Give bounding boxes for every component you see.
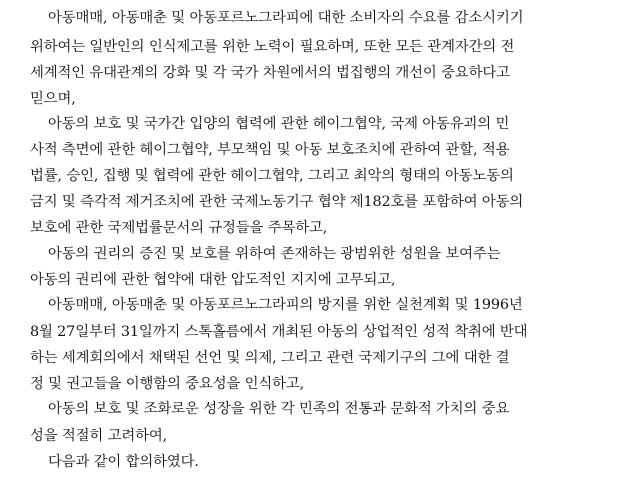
text-line: 정 및 권고들을 이행함의 중요성을 인식하고,	[30, 376, 305, 392]
text-line: 세계적인 유대관계의 강화 및 각 국가 차원에서의 법집행의 개선이 중요하다고	[30, 65, 510, 81]
text-line: 성을 적절히 고려하여,	[30, 428, 168, 444]
text-line: 아동매매, 아동매춘 및 아동포르노그라피에 대한 소비자의 수요를 감소시키기	[48, 10, 524, 26]
text-line: 아동의 권리의 증진 및 보호를 위하여 존재하는 광범위한 성원을 보여주는	[48, 246, 501, 262]
text-line: 위하여는 일반인의 인식제고를 위한 노력이 필요하며, 또한 모든 관계자간의 전	[30, 39, 515, 55]
text-line: 하는 세계회의에서 채택된 선언 및 의제, 그리고 관련 국제기구의 그에 대한 결	[30, 350, 510, 366]
text-line: 아동의 보호 및 국가간 입양의 협력에 관한 헤이그협약, 국제 아동유괴의 민	[48, 116, 510, 132]
text-line: 보호에 관한 국제법률문서의 규정들을 주목하고,	[30, 220, 328, 236]
text-line: 8월 27일부터 31일까지 스톡홀름에서 개최된 아동의 상업적인 성적 착취에 반대	[30, 324, 528, 340]
text-line: 금지 및 즉각적 제거조치에 관한 국제노동기구 협약 제182호를 포함하여 아동의	[30, 194, 524, 210]
text-line: 아동의 권리에 관한 협약에 대한 압도적인 지지에 고무되고,	[30, 272, 396, 288]
text-line: 법률, 승인, 집행 및 협력에 관한 헤이그협약, 그리고 최악의 형태의 아동노동의	[30, 168, 514, 184]
text-line: 아동매매, 아동매춘 및 아동포르노그라피의 방지를 위한 실천계획 및 1996년	[48, 297, 523, 313]
text-line: 사적 측면에 관한 헤이그협약, 부모책임 및 아동 보호조치에 관하여 관할, 적용	[30, 142, 510, 158]
text-line: 아동의 보호 및 조화로운 성장을 위한 각 민족의 전통과 문화적 가치의 중요	[48, 401, 510, 417]
text-line: 믿으며,	[30, 91, 76, 107]
text-line: 다음과 같이 합의하였다.	[48, 454, 199, 470]
